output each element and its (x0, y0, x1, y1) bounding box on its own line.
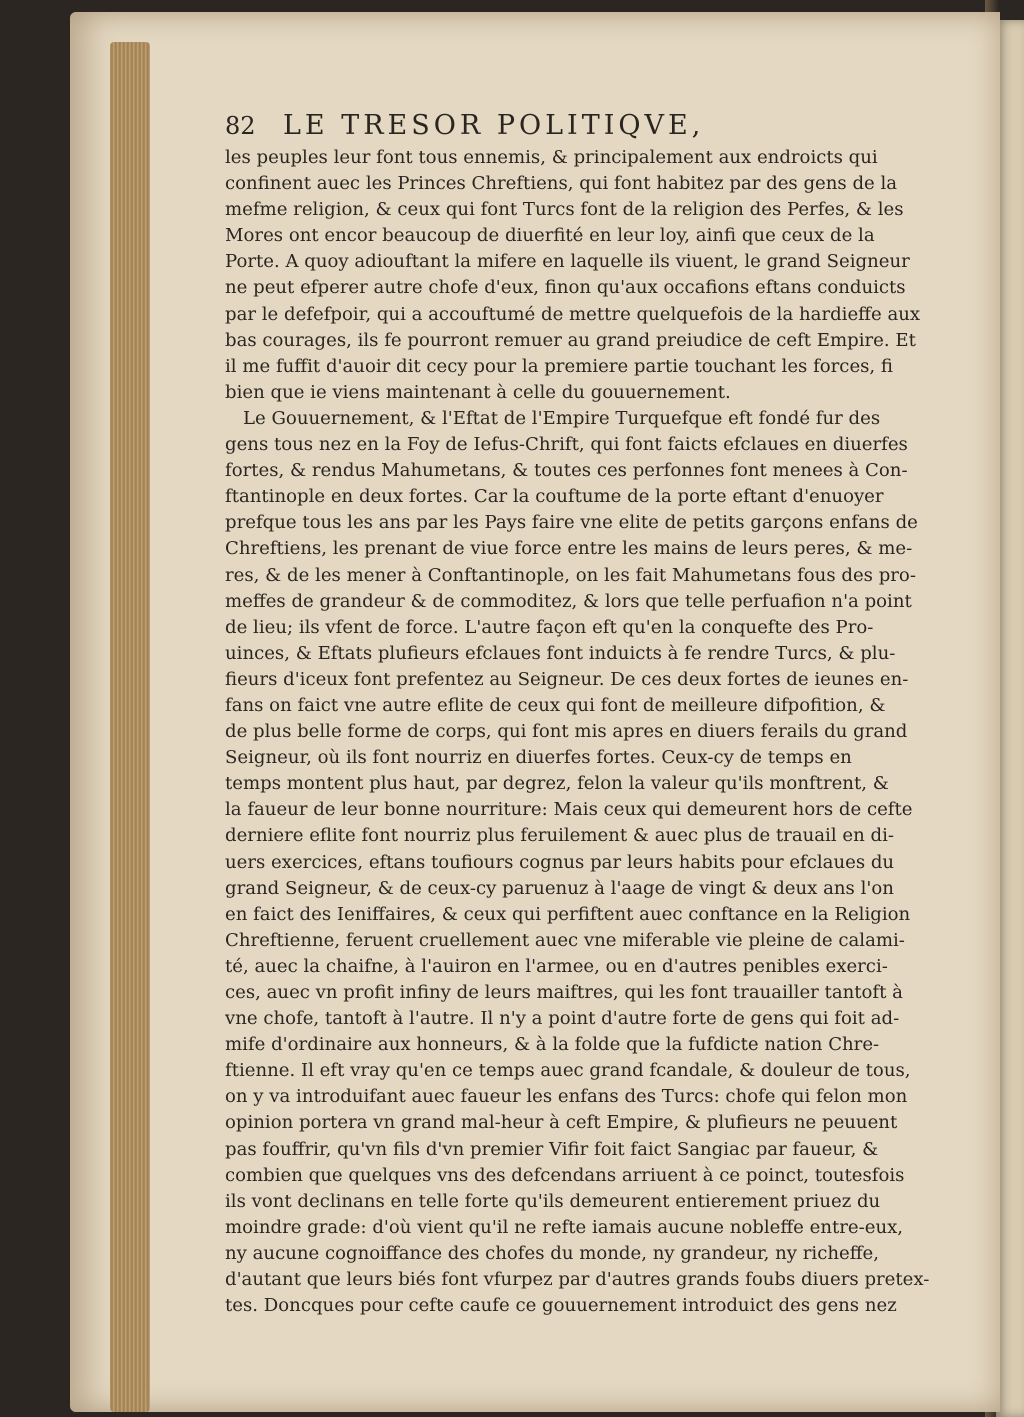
facing-page-edge (996, 20, 1024, 1417)
text-line: Seigneur, où ils font nourriz en diuerfes fortes. Ceux-cy de temps en (225, 747, 852, 769)
text-line: tes. Doncques pour cefte caufe ce gouuernement introduict des gens nez (225, 1295, 897, 1317)
text-line: Le Gouuernement, & l'Eftat de l'Empire Turquefque eft fondé fur des (243, 407, 881, 429)
running-head (225, 110, 945, 141)
text-line: ftantinople en deux fortes. Car la couftume de la porte eftant d'enuoyer (225, 486, 884, 508)
text-line: Porte. A quoy adiouftant la mifere en laquelle ils viuent, le grand Seigneur (225, 251, 910, 273)
text-line: té, auec la chaifne, à l'auiron en l'armee, ou en d'autres penibles exerci- (225, 955, 888, 977)
text-line: pas fouffrir, qu'vn fils d'vn premier Vifir foit faict Sangiac par faueur, & (225, 1138, 879, 1160)
text-line: ftienne. Il eft vray qu'en ce temps auec grand fcandale, & douleur de tous, (225, 1060, 911, 1082)
text-line: grand Seigneur, & de ceux-cy paruenuz à l'aage de vingt & deux ans l'on (225, 877, 894, 899)
text-line: par le defefpoir, qui a accouftumé de mettre quelquefois de la hardieffe aux (225, 303, 921, 325)
text-line: bien que ie viens maintenant à celle du gouuernement. (225, 381, 731, 403)
text-line: mife d'ordinaire aux honneurs, & à la folde que la fufdicte nation Chre- (225, 1034, 880, 1056)
text-line: Chreftienne, feruent cruellement auec vne miferable vie pleine de calami- (225, 929, 905, 951)
text-line: res, & de les mener à Conftantinople, on les fait Mahumetans fous des pro- (225, 564, 916, 586)
text-line: de lieu; ils vfent de force. L'autre façon eft qu'en la conquefte des Pro- (225, 616, 874, 638)
text-line: les peuples leur font tous ennemis, & principalement aux endroicts qui (225, 147, 878, 168)
text-line: ces, auec vn profit infiny de leurs maiftres, qui les font trauailler tantoft à (225, 982, 903, 1003)
text-line: d'autant que leurs biés font vfurpez par d'autres grands foubs diuers pretex- (225, 1269, 930, 1291)
text-line: la faueur de leur bonne nourriture: Mais ceux qui demeurent hors de cefte (225, 799, 913, 821)
text-line: en faict des Ieniffaires, & ceux qui perfiftent auec conftance en la Religion (225, 903, 911, 925)
text-line: bas courages, ils fe pourront remuer au grand preiudice de ceft Empire. Et (225, 329, 916, 351)
running-title: LE TRESOR POLITIQVE, (283, 110, 705, 141)
text-line: temps montent plus haut, par degrez, felon la valeur qu'ils monftrent, & (225, 773, 889, 795)
text-line: on y va introduifant auec faueur les enfans des Turcs: chofe qui felon mon (225, 1086, 908, 1108)
page-stack-edge (110, 42, 150, 1412)
text-line: de plus belle forme de corps, qui font mis apres en diuers ferails du grand (225, 721, 908, 743)
text-line: confinent auec les Princes Chreftiens, qui font habitez par des gens de la (225, 173, 898, 195)
text-line: uers exercices, eftans toufiours cognus par leurs habits pour efclaues du (225, 851, 895, 873)
text-line: gens tous nez en la Foy de Iefus-Chrift, qui font faicts efclaues en diuerfes (225, 434, 908, 456)
text-line: fortes, & rendus Mahumetans, & toutes ces perfonnes font menees à Con- (225, 460, 908, 482)
text-line: prefque tous les ans par les Pays faire vne elite de petits garçons enfans de (225, 512, 918, 534)
text-line: derniere eflite font nourriz plus feruilement & auec plus de trauail en di- (225, 825, 894, 847)
text-line: uinces, & Eftats plufieurs efclaues font induicts à fe rendre Turcs, & plu- (225, 642, 896, 664)
body-text (225, 145, 950, 1319)
text-line: vne chofe, tantoft à l'autre. Il n'y a point d'autre forte de gens qui foit ad- (225, 1008, 900, 1030)
text-line: opinion portera vn grand mal-heur à ceft Empire, & plufieurs ne peuuent (225, 1112, 898, 1134)
page-number: 82 (225, 112, 256, 140)
text-line: ny aucune cognoiffance des chofes du monde, ny grandeur, ny richeffe, (225, 1242, 880, 1264)
text-line: ils vont declinans en telle forte qu'ils demeurent entierement priuez du (225, 1190, 881, 1212)
text-line: mefme religion, & ceux qui font Turcs font de la religion des Perfes, & les (225, 199, 904, 221)
text-line: Mores ont encor beaucoup de diuerfité en leur loy, ainfi que ceux de la (225, 225, 875, 247)
text-line: combien que quelques vns des defcendans arriuent à ce poinct, toutesfois (225, 1164, 905, 1186)
text-line: meffes de grandeur & de commoditez, & lors que telle perfuafion n'a point (225, 590, 912, 612)
text-line: fans on faict vne autre eflite de ceux qui font de meilleure difpofition, & (225, 694, 886, 716)
text-line: fieurs d'iceux font prefentez au Seigneur. De ces deux fortes de ieunes en- (225, 668, 909, 690)
text-line: moindre grade: d'où vient qu'il ne refte iamais aucune nobleffe entre-eux, (225, 1216, 904, 1238)
text-line: il me fuffit d'auoir dit cecy pour la premiere partie touchant les forces, fi (225, 355, 894, 377)
text-line: ne peut efperer autre chofe d'eux, finon qu'aux occafions eftans conduicts (225, 277, 906, 299)
text-line: Chreftiens, les prenant de viue force entre les mains de leurs peres, & me- (225, 538, 913, 560)
